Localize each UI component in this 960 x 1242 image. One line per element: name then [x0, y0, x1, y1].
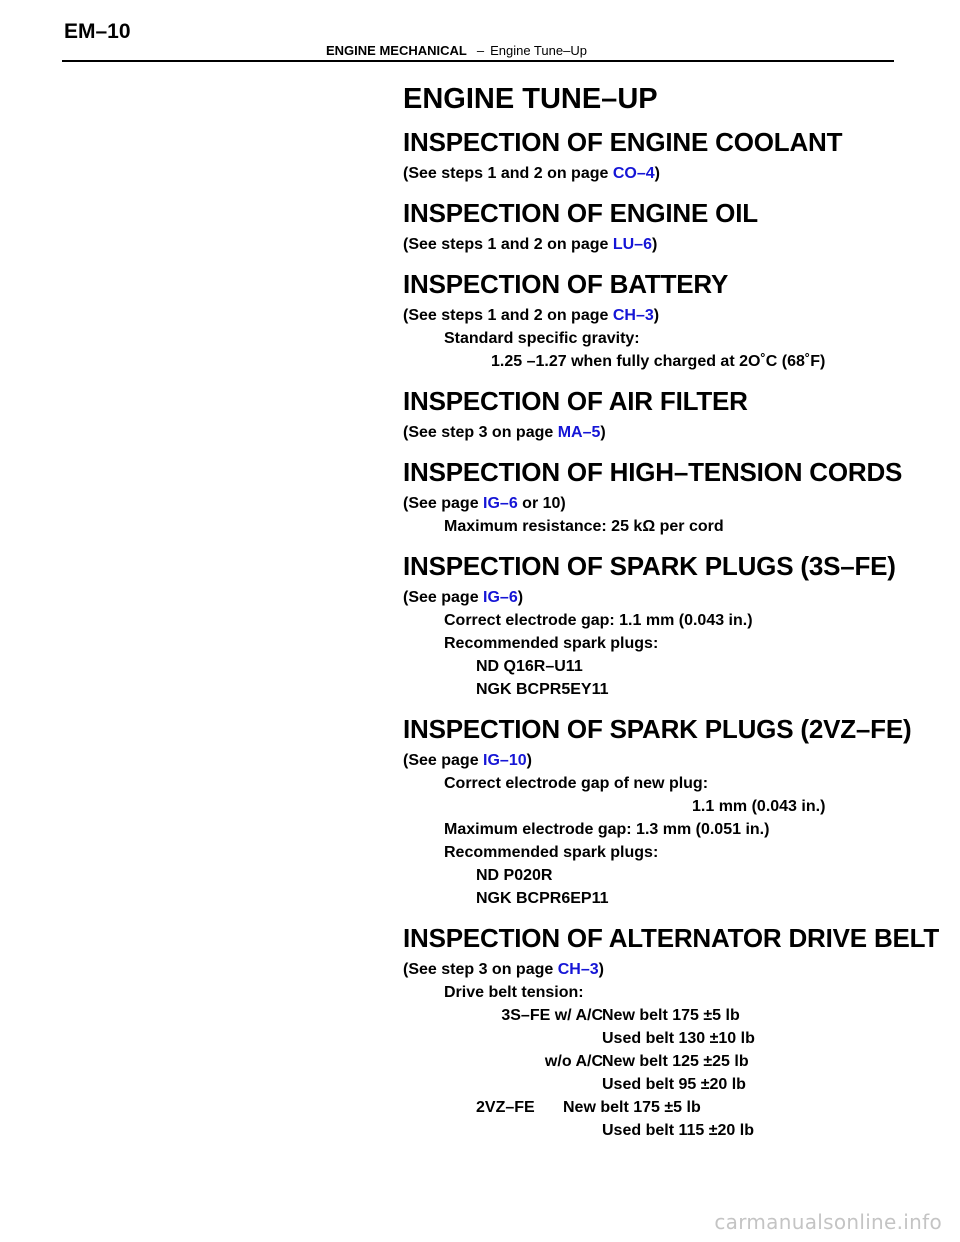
plugs-2vz-gap-label: Correct electrode gap of new plug:	[444, 775, 709, 792]
plugs-2vz-rec-label: Recommended spark plugs:	[444, 844, 659, 861]
ref-text: or 10)	[517, 495, 566, 512]
ref-plugs-3s	[403, 586, 948, 609]
heading-air-filter: INSPECTION OF AIR FILTER	[403, 386, 748, 416]
watermark: carmanualsonline.info	[714, 1210, 942, 1234]
running-header	[326, 43, 587, 58]
link-ma-5[interactable]: MA–5	[557, 424, 601, 441]
ref-cords	[403, 492, 948, 515]
belt-condition: 2VZ–FE	[476, 1099, 535, 1116]
plugs-3s-item: ND Q16R–U11	[476, 658, 583, 675]
ref-text: (See step 3 on page	[403, 424, 558, 441]
heading-plugs-2vz: INSPECTION OF SPARK PLUGS (2VZ–FE)	[403, 714, 912, 744]
heading-plugs-3s: INSPECTION OF SPARK PLUGS (3S–FE)	[403, 551, 896, 581]
ref-text: )	[653, 307, 660, 324]
belt-value: New belt 175 ±5 lb	[602, 1007, 740, 1024]
ref-text: )	[654, 165, 660, 182]
belt-value: New belt 175 ±5 lb	[563, 1099, 701, 1116]
ref-text: )	[517, 589, 524, 606]
battery-spec-label: Standard specific gravity:	[444, 330, 640, 347]
link-co-4[interactable]: CO–4	[612, 165, 655, 182]
ref-text: (See page	[403, 589, 484, 606]
belt-row	[403, 1119, 948, 1142]
plugs-3s-rec-label: Recommended spark plugs:	[444, 635, 659, 652]
ref-text: (See step 3 on page	[403, 961, 558, 978]
heading-belt: INSPECTION OF ALTERNATOR DRIVE BELT	[403, 923, 940, 953]
belt-condition: w/o A/C	[544, 1053, 603, 1070]
belt-row	[403, 1004, 948, 1027]
ref-air-filter	[403, 421, 948, 444]
ref-text: )	[526, 752, 532, 769]
ref-belt	[403, 958, 948, 981]
plugs-2vz-item: ND P020R	[476, 867, 553, 884]
subsection-name: Engine Tune–Up	[490, 43, 587, 58]
belt-value: Used belt 130 ±10 lb	[602, 1030, 755, 1047]
ref-text: (See steps 1 and 2 on page	[403, 165, 613, 182]
belt-row	[403, 1096, 948, 1119]
page-title: ENGINE TUNE–UP	[403, 83, 658, 115]
ref-oil	[403, 233, 948, 256]
plugs-3s-gap: Correct electrode gap: 1.1 mm (0.043 in.)	[444, 612, 753, 629]
plugs-3s-item: NGK BCPR5EY11	[476, 681, 609, 698]
ref-text: (See page	[403, 495, 484, 512]
ref-text: )	[598, 961, 604, 978]
belt-label: Drive belt tension:	[444, 984, 584, 1001]
heading-battery: INSPECTION OF BATTERY	[403, 269, 729, 299]
plugs-2vz-gap-value: 1.1 mm (0.043 in.)	[692, 798, 826, 815]
ref-text: (See page	[403, 752, 484, 769]
belt-value: Used belt 115 ±20 lb	[602, 1122, 754, 1139]
ref-plugs-2vz	[403, 749, 948, 772]
ref-battery	[403, 304, 948, 327]
belt-value: New belt 125 ±25 lb	[602, 1053, 749, 1070]
link-lu-6[interactable]: LU–6	[612, 236, 652, 253]
belt-row	[403, 1073, 948, 1096]
link-ch-3[interactable]: CH–3	[557, 961, 599, 978]
ref-text: )	[651, 236, 658, 253]
link-ig-6[interactable]: IG–6	[483, 495, 518, 512]
plugs-2vz-max-gap: Maximum electrode gap: 1.3 mm (0.051 in.)	[444, 821, 770, 838]
main-content	[403, 82, 948, 1142]
heading-oil: INSPECTION OF ENGINE OIL	[403, 198, 758, 228]
ref-text: (See steps 1 and 2 on page	[403, 307, 613, 324]
ref-text: (See steps 1 and 2 on page	[403, 236, 613, 253]
ref-text: )	[600, 424, 606, 441]
battery-spec-value: 1.25 –1.27 when fully charged at 2O˚C (68˚F)	[491, 353, 826, 370]
page-code: EM–10	[64, 20, 131, 43]
belt-value: Used belt 95 ±20 lb	[602, 1076, 746, 1093]
link-ch-3[interactable]: CH–3	[612, 307, 654, 324]
header-separator: –	[476, 43, 485, 58]
header-rule	[62, 60, 894, 62]
section-name: ENGINE MECHANICAL	[326, 43, 467, 58]
belt-row	[403, 1050, 948, 1073]
cords-spec: Maximum resistance: 25 kΩ per cord	[444, 518, 724, 535]
link-ig-6[interactable]: IG–6	[483, 589, 518, 606]
link-ig-10[interactable]: IG–10	[483, 752, 527, 769]
plugs-2vz-item: NGK BCPR6EP11	[476, 890, 609, 907]
heading-coolant: INSPECTION OF ENGINE COOLANT	[403, 127, 843, 157]
belt-row	[403, 1027, 948, 1050]
ref-coolant	[403, 162, 948, 185]
belt-condition: 3S–FE w/ A/C	[501, 1007, 603, 1024]
heading-cords: INSPECTION OF HIGH–TENSION CORDS	[403, 457, 903, 487]
